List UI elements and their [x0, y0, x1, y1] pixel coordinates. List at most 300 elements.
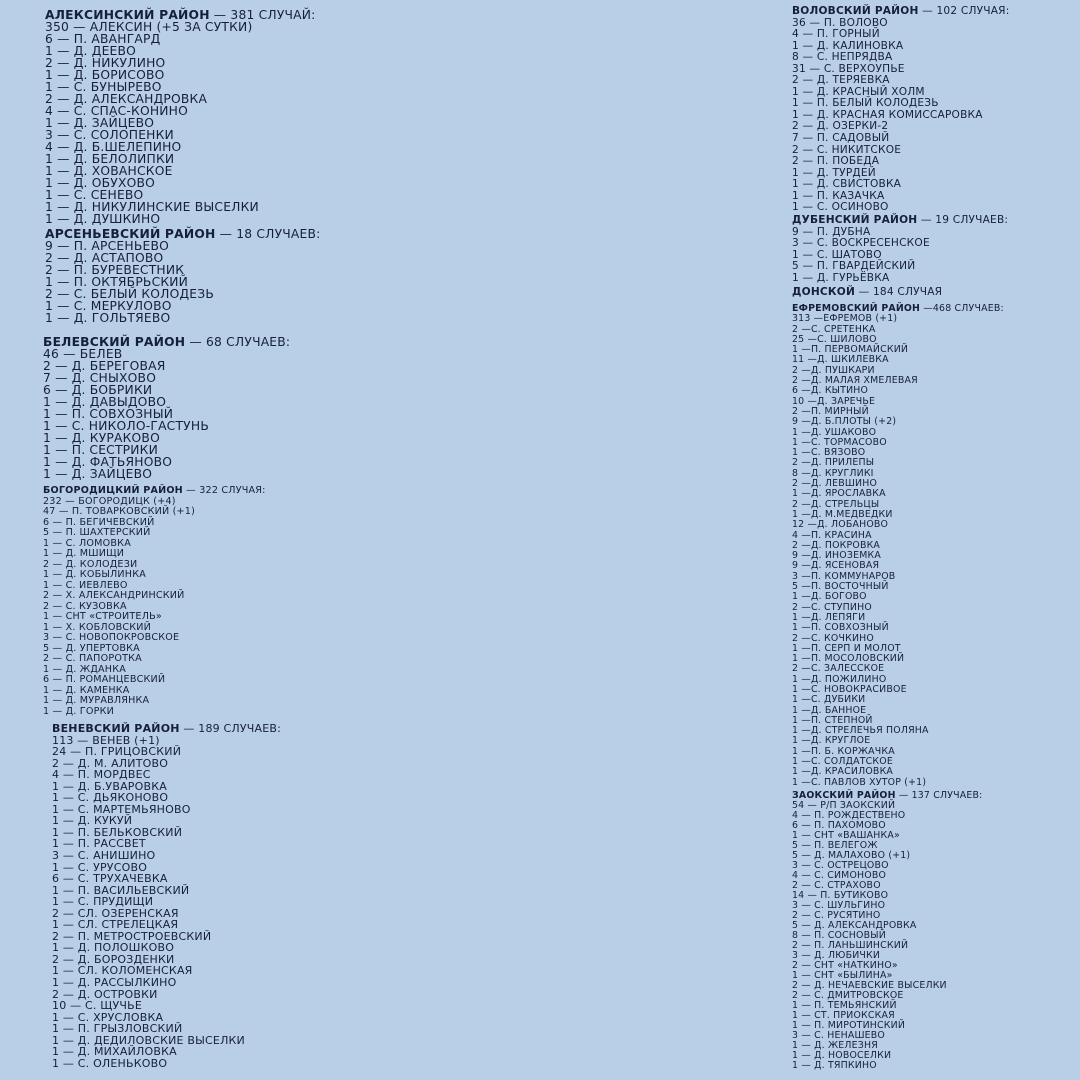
dash-separator: — — [798, 1000, 815, 1011]
case-count: 5 — [792, 850, 799, 861]
case-count: 9 — [792, 225, 799, 238]
dash-separator: — — [59, 791, 78, 805]
case-count: 1 — [43, 395, 52, 409]
dash-separator: — — [798, 189, 817, 202]
dash-separator: — — [49, 548, 66, 559]
case-count: 1 — [45, 164, 54, 178]
locality-name: Д. КАМЕНКА — [65, 684, 130, 696]
dash-separator: — — [798, 714, 811, 726]
case-count: 1 — [792, 735, 799, 747]
locality-name: П. КРАСИНА — [810, 529, 872, 541]
case-count: 8 — [792, 467, 799, 479]
locality-name: Д. ДЕДИЛОВСКИЕ ВЫСЕЛКИ — [77, 1033, 245, 1047]
dash-separator: — — [798, 488, 811, 500]
locality-name: С. СОЛДАТСКОЕ — [810, 756, 893, 768]
dash-separator: — — [59, 1022, 78, 1036]
dash-separator: — — [798, 467, 811, 479]
locality-name: Д. ГУРЬЁВКА — [816, 271, 890, 284]
dash-separator: — — [53, 239, 74, 253]
locality-name: БЕЛЕВ — [79, 347, 123, 361]
dash-separator: — — [53, 200, 74, 214]
locality-list — [45, 21, 316, 225]
case-count: 2 — [792, 364, 799, 376]
dash-separator: — — [798, 248, 817, 261]
dash-separator: — — [798, 120, 817, 133]
case-count: 2 — [792, 323, 799, 335]
list-item — [45, 213, 316, 225]
locality-name: Д. ГОРКИ — [65, 705, 114, 717]
locality-name: Д. БОРИСОВО — [73, 68, 165, 82]
case-count: 1 — [43, 569, 50, 580]
dash-separator: — — [53, 32, 74, 46]
case-count: 1 — [792, 725, 799, 737]
district-name: ДОНСКОЙ — [792, 286, 856, 298]
locality-name: Д. БОРОЗДЕНКИ — [77, 952, 175, 966]
dash-separator: — — [798, 508, 811, 520]
district-count: 137 СЛУЧАЕВ: — [911, 790, 983, 801]
locality-name: Д. Б.ШЕЛЕПИНО — [73, 140, 182, 154]
case-count: 1 — [52, 895, 60, 909]
case-count: 1 — [43, 705, 50, 717]
case-count: 1 — [792, 766, 799, 778]
locality-name: Д. МУРАВЛЯНКА — [65, 695, 150, 706]
dash-separator: — — [804, 354, 818, 366]
locality-name: СНТ «БЫЛИНА» — [814, 970, 893, 981]
district-name: АРСЕНЬЕВСКИЙ РАЙОН — [45, 227, 216, 241]
case-count: 36 — [792, 16, 806, 29]
dash-separator: — — [49, 642, 66, 654]
list-item — [792, 273, 1008, 285]
dash-separator: — — [59, 1033, 78, 1047]
case-count: 2 — [52, 987, 60, 1001]
case-count: 1 — [52, 941, 60, 955]
dash-separator: — — [51, 371, 72, 385]
case-count: 2 — [43, 653, 50, 664]
case-count: 1 — [52, 802, 60, 816]
dash-separator: — — [798, 581, 811, 593]
locality-name: С. НЕНАШЕВО — [814, 1030, 886, 1041]
locality-name: П. ОКТЯБРЬСКИЙ — [73, 275, 189, 289]
dash-separator: — — [798, 622, 811, 634]
case-count: 1 — [52, 1010, 60, 1024]
dash-separator: — — [798, 601, 811, 613]
dash-separator: — — [59, 756, 78, 770]
dash-separator: — — [810, 313, 824, 325]
case-count: 1 — [792, 1040, 799, 1051]
dash-separator: — — [798, 766, 811, 778]
case-count: 1 — [45, 68, 54, 82]
case-count: 2 — [792, 910, 799, 921]
case-count: 313 — [792, 313, 811, 325]
case-count: 9 — [792, 560, 799, 572]
dash-separator: — — [53, 104, 74, 118]
locality-name: С. СПАС-КОНИНО — [73, 104, 189, 118]
dash-separator: — — [59, 929, 78, 943]
locality-name: Д. НИКУЛИНО — [73, 56, 166, 70]
dash-separator: — — [798, 364, 811, 376]
dash-separator: — — [805, 16, 824, 29]
locality-name: П. ДУБНА — [816, 225, 871, 238]
case-count: 6 — [52, 872, 60, 886]
case-count: 1 — [52, 883, 60, 897]
case-count: 10 — [792, 395, 805, 407]
case-count: 10 — [52, 999, 67, 1013]
dash-separator: — — [49, 558, 66, 570]
case-count: 1 — [792, 683, 799, 695]
case-count: 1 — [792, 745, 799, 757]
dash-separator: — — [53, 287, 74, 301]
locality-name: СНТ «ВАШАНКА» — [814, 830, 900, 841]
case-count: 1 — [792, 591, 799, 603]
locality-name: П. ШАХТЕРСКИЙ — [65, 527, 151, 538]
dash-separator: — — [798, 910, 815, 921]
case-count: 3 — [792, 237, 799, 250]
locality-name: П. БЕЛЬКОВСКИЙ — [77, 825, 183, 839]
locality-name: С. АНИШИНО — [77, 849, 156, 863]
dash-separator: — — [59, 814, 78, 828]
case-count: 1 — [52, 1022, 60, 1036]
dash-separator: — — [798, 704, 811, 716]
dash-separator: — — [53, 263, 74, 277]
district-dubna — [792, 215, 1008, 284]
case-count: 1 — [792, 108, 799, 121]
case-count: 3 — [792, 900, 799, 911]
dash-separator: — — [59, 1045, 78, 1059]
locality-name: Д. ОБУХОВО — [73, 176, 156, 190]
dash-separator: — — [798, 860, 815, 871]
dash-separator: — — [798, 840, 815, 851]
case-count: 1 — [52, 779, 60, 793]
locality-name: П. АВАНГАРД — [73, 32, 161, 46]
case-count: 1 — [792, 776, 799, 788]
locality-name: Д. ЗАЙЦЕВО — [73, 116, 155, 130]
dash-separator: — — [53, 212, 74, 226]
dash-separator: — — [798, 1020, 815, 1031]
locality-name: П. БЕЛЫЙ КОЛОДЕЗЬ — [816, 97, 939, 110]
dash-separator: — — [798, 225, 817, 238]
case-count: 2 — [792, 663, 799, 675]
dash-separator: — — [49, 527, 66, 538]
locality-name: Д. ЛЕПЯГИ — [810, 611, 866, 623]
case-count: 1 — [792, 653, 799, 665]
dash-separator: — — [798, 529, 811, 541]
locality-list — [792, 801, 983, 1071]
locality-name: П. МОСОЛОВСКИЙ — [810, 653, 905, 665]
dash-separator: — — [69, 20, 90, 34]
dash-separator: — — [798, 405, 811, 417]
locality-name: Д. БЕЛОЛИПКИ — [73, 152, 175, 166]
case-count: 1 — [792, 714, 799, 726]
case-count: 113 — [52, 733, 74, 747]
case-count: 3 — [45, 128, 54, 142]
case-count: 2 — [52, 756, 60, 770]
case-count: 9 — [792, 416, 799, 428]
district-separator: — — [920, 303, 933, 314]
district-arseniev — [45, 228, 321, 324]
dash-separator: — — [798, 85, 817, 98]
dash-separator: — — [798, 611, 811, 623]
locality-name: С. СТУПИНО — [810, 601, 872, 613]
dash-separator: — — [66, 745, 85, 759]
locality-name: Д. КУКУЙ — [77, 814, 133, 828]
dash-separator: — — [798, 756, 811, 768]
dash-separator: — — [798, 880, 815, 891]
case-count: 232 — [43, 495, 62, 507]
dash-separator: — — [49, 705, 66, 717]
locality-name: Д. БАННОЕ — [810, 704, 867, 716]
dash-separator: — — [798, 375, 811, 387]
locality-name: Д. ЗАЙЦЕВО — [71, 467, 153, 481]
locality-name: П. РАССВЕТ — [77, 837, 146, 851]
dash-separator: — — [798, 870, 815, 881]
dash-separator: — — [49, 684, 66, 696]
locality-name: С. КУЗОВКА — [65, 600, 127, 612]
dash-separator: — — [51, 431, 72, 445]
case-count: 1 — [43, 611, 50, 622]
case-count: 1 — [792, 271, 799, 284]
locality-name: Д. ОЗЕРКИ-2 — [816, 120, 889, 133]
dash-separator: — — [798, 344, 811, 356]
locality-name: С. ХРУСЛОВКА — [77, 1010, 164, 1024]
case-count: 1 — [52, 1033, 60, 1047]
district-separator: — — [855, 286, 873, 298]
dash-separator: — — [798, 820, 815, 831]
locality-name: С. ДЬЯКОНОВО — [77, 791, 169, 805]
locality-name: Д. УПЕРТОВКА — [65, 642, 140, 654]
dash-separator: — — [53, 251, 74, 265]
case-count: 6 — [45, 32, 54, 46]
locality-name: П. БЕГИЧЕВСКИЙ — [65, 516, 155, 528]
locality-name: С. ШИЛОВО — [817, 333, 877, 345]
locality-name: СЛ. ОЗЕРЕНСКАЯ — [77, 906, 179, 920]
locality-name: С. БЕЛЫЙ КОЛОДЕЗЬ — [73, 287, 214, 301]
locality-name: Д. СНЫХОВО — [71, 371, 157, 385]
dash-separator: — — [53, 275, 74, 289]
case-count: 2 — [792, 155, 799, 168]
case-count: 1 — [45, 80, 54, 94]
dash-separator: — — [798, 735, 811, 747]
locality-name: Д. Б.ПЛОТЫ (+2) — [810, 416, 897, 428]
district-name: БЕЛЕВСКИЙ РАЙОН — [43, 335, 186, 349]
dash-separator: — — [798, 663, 811, 675]
case-count: 1 — [52, 918, 60, 932]
locality-name: Д. КОЛОДЕЗИ — [65, 558, 138, 570]
locality-name: АЛЕКСИН (+5 ЗА СУТКИ) — [89, 20, 253, 34]
dash-separator: — — [798, 155, 817, 168]
case-count: 54 — [792, 800, 805, 811]
dash-separator: — — [51, 359, 72, 373]
list-item — [792, 1061, 983, 1071]
locality-name: Д. ДЕЕВО — [73, 44, 137, 58]
dash-separator: — — [53, 92, 74, 106]
case-count: 14 — [792, 890, 805, 901]
case-count: 3 — [792, 1030, 799, 1041]
case-count: 1 — [52, 814, 60, 828]
locality-name: Д. КАЛИНОВКА — [816, 39, 904, 52]
dash-separator: — — [798, 725, 811, 737]
dash-separator: — — [798, 694, 811, 706]
dash-separator: — — [51, 467, 72, 481]
dash-separator: — — [59, 849, 78, 863]
locality-name: С. ИЕВЛЕВО — [65, 579, 128, 591]
dash-separator: — — [804, 395, 818, 407]
case-count: 1 — [792, 508, 799, 520]
dash-separator: — — [798, 830, 815, 841]
dash-separator: — — [59, 883, 78, 897]
dash-separator: — — [59, 952, 78, 966]
case-count: 350 — [45, 20, 70, 34]
dash-separator: — — [53, 164, 74, 178]
case-count: 2 — [45, 92, 54, 106]
case-count: 2 — [792, 940, 799, 951]
locality-name: Д. ЯСЕНОВАЯ — [810, 560, 880, 572]
case-count: 8 — [792, 51, 799, 64]
list-item — [792, 778, 1004, 788]
case-count: 2 — [792, 74, 799, 87]
locality-name: П. КАЗАЧКА — [816, 189, 885, 202]
locality-name: Д. Б.УВАРОВКА — [77, 779, 167, 793]
locality-name: С. СИМОНОВО — [814, 870, 887, 881]
locality-list — [43, 497, 266, 718]
locality-name: Д. ФАТЬЯНОВО — [71, 455, 173, 469]
dash-separator: — — [59, 987, 78, 1001]
locality-name: Д. ПОЖИЛИНО — [810, 673, 887, 685]
dash-separator: — — [49, 600, 66, 612]
case-count: 2 — [792, 539, 799, 551]
locality-list — [792, 18, 1010, 214]
dash-separator: — — [798, 478, 811, 490]
dash-separator: — — [798, 385, 811, 397]
locality-name: С. ПРУДИЩИ — [77, 895, 154, 909]
locality-name: П. ВЕЛЕГОЖ — [814, 840, 878, 851]
case-count: 1 — [43, 467, 52, 481]
dash-separator: — — [59, 837, 78, 851]
locality-name: Д. ПРИЛЕПЫ — [810, 457, 875, 469]
locality-name: Д. ШКИЛЕВКА — [817, 354, 889, 366]
dash-separator: — — [798, 237, 817, 250]
case-count: 2 — [792, 632, 799, 644]
dash-separator: — — [798, 653, 811, 665]
locality-name: П. САДОВЫЙ — [816, 132, 890, 145]
locality-name: Д. ДАВЫДОВО — [71, 395, 167, 409]
case-count: 1 — [43, 548, 50, 559]
dash-separator: — — [51, 395, 72, 409]
district-efremov — [792, 304, 1004, 788]
case-count: 24 — [52, 745, 67, 759]
case-count: 4 — [792, 870, 799, 881]
locality-name: Д. ЖДАНКА — [65, 663, 126, 675]
locality-name: П. РОМАНЦЕВСКИЙ — [65, 674, 166, 685]
locality-name: С. СЕНЕВО — [73, 188, 144, 202]
locality-name: Д. СВИСТОВКА — [816, 178, 902, 191]
dash-separator: — — [49, 663, 66, 675]
locality-name: Д. НИКУЛИНСКИЕ ВЫСЕЛКИ — [73, 200, 259, 214]
district-volovo — [792, 6, 1010, 214]
case-count: 3 — [43, 632, 50, 643]
dash-separator: — — [798, 930, 815, 941]
locality-name: С. МЕРКУЛОВО — [73, 299, 172, 313]
case-count: 2 — [52, 929, 60, 943]
locality-name: Х. КОБЛОВСКИЙ — [65, 621, 152, 633]
district-name: ВЕНЕВСКИЙ РАЙОН — [52, 722, 180, 735]
locality-name: П. СЕРП И МОЛОТ — [810, 642, 901, 654]
case-count: 1 — [792, 694, 799, 706]
locality-name: Д. ПОКРОВКА — [810, 539, 881, 551]
case-count: 7 — [792, 132, 799, 145]
case-count: 1 — [792, 189, 799, 202]
locality-name: С. СОЛОПЕНКИ — [73, 128, 174, 142]
locality-name: С. НЕПРЯДВА — [816, 51, 893, 64]
case-count: 2 — [43, 359, 52, 373]
locality-name: Д. АСТАПОВО — [73, 251, 164, 265]
locality-name: Д. МИХАЙЛОВКА — [77, 1045, 177, 1059]
dash-separator: — — [59, 825, 78, 839]
case-count: 2 — [792, 880, 799, 891]
dash-separator: — — [53, 44, 74, 58]
dash-separator: — — [798, 1030, 815, 1041]
locality-name: Д. М.МЕДВЕДКИ — [810, 508, 893, 520]
case-count: 3 — [792, 950, 799, 961]
case-count: 2 — [43, 558, 50, 570]
dash-separator: — — [53, 68, 74, 82]
dash-separator: — — [59, 779, 78, 793]
dash-separator: — — [53, 176, 74, 190]
dash-separator: — — [59, 964, 78, 978]
locality-name: Д. РАССЫЛКИНО — [77, 976, 177, 990]
dash-separator: — — [798, 539, 811, 551]
locality-name: П. ЛАНЬШИНСКИЙ — [814, 940, 909, 951]
case-count: 1 — [792, 178, 799, 191]
locality-name: С. ЗАЛЕССКОЕ — [810, 663, 885, 675]
district-bogorod — [43, 486, 266, 717]
locality-name: П. ГРЫЗЛОВСКИЙ — [77, 1022, 183, 1036]
district-zaoksk — [792, 791, 983, 1071]
locality-name: СНТ «СТРОИТЕЛЬ» — [65, 611, 162, 622]
dash-separator: — — [798, 850, 815, 861]
case-count: 1 — [52, 837, 60, 851]
locality-list — [792, 227, 1008, 285]
dash-separator: — — [798, 39, 817, 52]
case-count: 2 — [792, 405, 799, 417]
case-count: 1 — [792, 756, 799, 768]
locality-name: С. НИКИТСКОЕ — [816, 143, 902, 156]
case-count: 1 — [52, 1056, 60, 1070]
case-count: 1 — [45, 176, 54, 190]
district-separator: — — [918, 5, 937, 17]
locality-name: П. ВОЛОВО — [823, 16, 888, 29]
dash-separator: — — [798, 457, 811, 469]
locality-name: БОГОРОДИЦК (+4) — [78, 495, 176, 507]
dash-separator: — — [49, 695, 66, 706]
dash-separator: — — [798, 1050, 815, 1061]
case-count: 2 — [792, 457, 799, 469]
dash-separator: — — [798, 642, 811, 654]
case-count: 1 — [792, 704, 799, 716]
dash-separator: — — [49, 579, 66, 591]
dash-separator: — — [798, 143, 817, 156]
locality-name: Д. ХОВАНСКОЕ — [73, 164, 173, 178]
locality-name: П. МИРОТИНСКИЙ — [814, 1020, 906, 1031]
dash-separator: — — [798, 591, 811, 603]
locality-name: Р/П ЗАОКСКИЙ — [820, 800, 896, 811]
dash-separator: — — [798, 1060, 815, 1071]
dash-separator: — — [804, 519, 818, 531]
locality-name: Д. КУРАКОВО — [71, 431, 160, 445]
dash-separator: — — [804, 890, 821, 901]
case-count: 1 — [792, 447, 799, 459]
locality-name: П. ТЕМЬЯНСКИЙ — [814, 1000, 897, 1011]
case-count: 1 — [792, 622, 799, 634]
